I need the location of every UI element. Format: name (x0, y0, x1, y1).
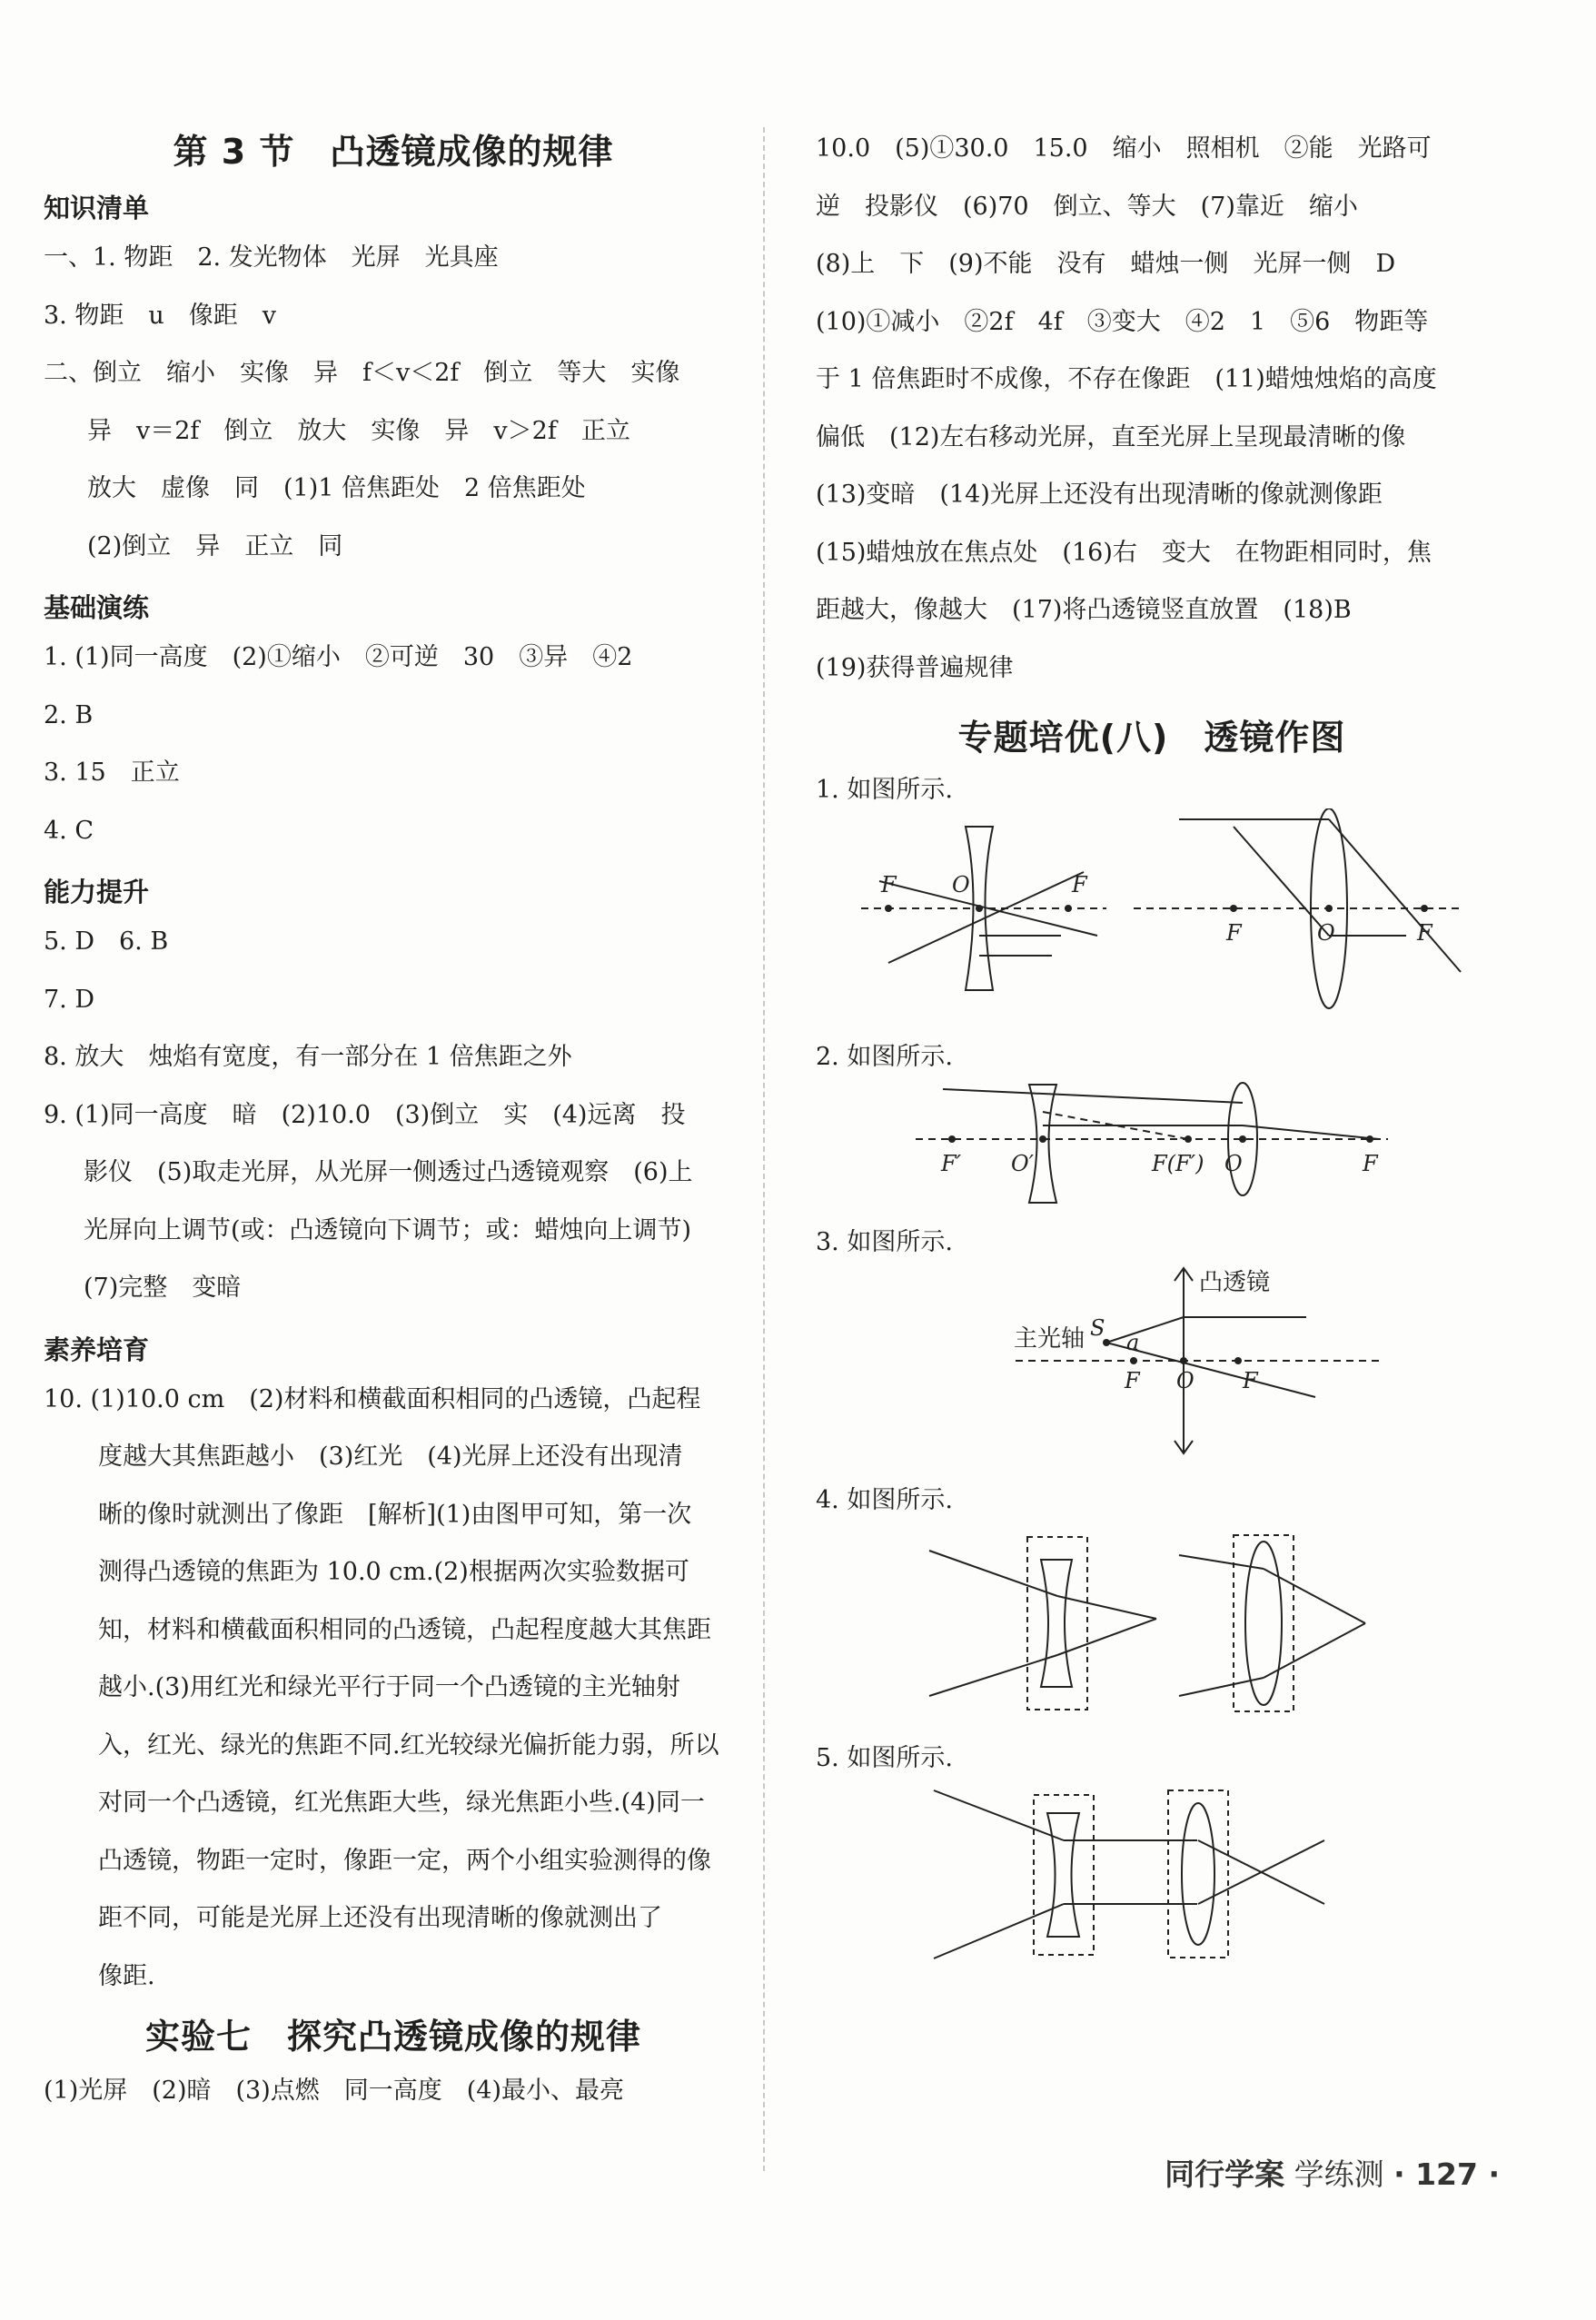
footer-brand: 同行学案 (1165, 2156, 1285, 2192)
label-S: S (1090, 1315, 1105, 1341)
question-1-label: 1. 如图所示. (816, 776, 953, 804)
question-3-label: 3. 如图所示. (816, 1228, 953, 1256)
label-F: F (881, 872, 897, 897)
answer-line: 知，材料和横截面积相同的凸透镜，凸起程度越大其焦距 (98, 1615, 711, 1644)
label-O-prime: O′ (1011, 1151, 1035, 1176)
answer-line: 度越大其焦距越小 (3)红光 (4)光屏上还没有出现清 (98, 1443, 683, 1471)
answer-line: 偏低 (12)左右移动光屏，直至光屏上呈现最清晰的像 (816, 422, 1406, 451)
answer-line: 测得凸透镜的焦距为 10.0 cm.(2)根据两次实验数据可 (98, 1558, 689, 1586)
answer-line: (1)光屏 (2)暗 (3)点燃 同一高度 (4)最小、最亮 (44, 2077, 624, 2105)
page-footer (1165, 2151, 1500, 2194)
answer-line: 入，红光、绿光的焦距不同.红光较绿光偏折能力弱，所以 (98, 1730, 719, 1760)
answer-line: (13)变暗 (14)光屏上还没有出现清晰的像就测像距 (816, 481, 1383, 509)
answer-line: (19)获得普遍规律 (816, 653, 1014, 682)
answer-line: (2)倒立 异 正立 同 (87, 531, 343, 560)
answer-line: 一、1. 物距 2. 发光物体 光屏 光具座 (44, 243, 499, 272)
answer-line: 越小.(3)用红光和绿光平行于同一个凸透镜的主光轴射 (98, 1673, 680, 1701)
question-2-label: 2. 如图所示. (816, 1043, 953, 1071)
label-F: F (1363, 1151, 1378, 1176)
answer-line: 3. 物距 u 像距 v (44, 301, 276, 330)
question-4-label: 4. 如图所示. (816, 1486, 953, 1514)
subheading-ability: 能力提升 (44, 877, 150, 907)
answer-line: 于 1 倍焦距时不成像，不存在像距 (11)蜡烛烛焰的高度 (816, 365, 1437, 393)
answer-line: 距越大，像越大 (17)将凸透镜竖直放置 (18)B (816, 596, 1352, 624)
label-a: a (1126, 1330, 1140, 1355)
figure-2-lens-diagram (834, 1076, 1470, 1212)
column-divider (763, 127, 765, 2171)
answer-line: 异 v＝2f 倒立 放大 实像 异 v＞2f 正立 (87, 416, 630, 445)
experiment-title: 实验七 探究凸透镜成像的规律 (144, 2017, 641, 2057)
answer-line: (10)①减小 ②2f 4f ③变大 ④2 1 ⑤6 物距等 (816, 307, 1429, 336)
topic-title: 专题培优(八) 透镜作图 (957, 718, 1346, 758)
figure-1-lens-diagram (834, 808, 1470, 1026)
answer-line: (8)上 下 (9)不能 没有 蜡烛一侧 光屏一侧 D (816, 250, 1396, 278)
section-title: 第 3 节 凸透镜成像的规律 (173, 132, 614, 172)
answer-line: 7. D (44, 985, 94, 1014)
footer-subtitle: 学练测 (1294, 2156, 1384, 2192)
answer-line: 凸透镜，物距一定时，像距一定，两个小组实验测得的像 (98, 1846, 711, 1875)
figure-5-lens-diagram (834, 1777, 1470, 1968)
label-F: F (1125, 1368, 1140, 1393)
figure-3-lens-diagram (834, 1261, 1470, 1470)
page-number: · 127 · (1393, 2156, 1500, 2192)
answer-line: 像距. (98, 1961, 155, 1990)
label-F: F (1226, 920, 1242, 946)
answer-line: 逆 投影仪 (6)70 倒立、等大 (7)靠近 缩小 (816, 192, 1358, 221)
answer-line: 4. C (44, 816, 94, 845)
answer-line: 10.0 (5)①30.0 15.0 缩小 照相机 ②能 光路可 (816, 134, 1432, 163)
answer-line: 1. (1)同一高度 (2)①缩小 ②可逆 30 ③异 ④2 (44, 643, 633, 671)
label-O: O (1224, 1151, 1243, 1176)
answer-line: 影仪 (5)取走光屏，从光屏一侧透过凸透镜观察 (6)上 (84, 1158, 693, 1186)
answer-line: (15)蜡烛放在焦点处 (16)右 变大 在物距相同时，焦 (816, 538, 1432, 567)
answer-line: 3. 15 正立 (44, 758, 180, 787)
label-convex-lens: 凸透镜 (1199, 1269, 1271, 1296)
left-column (44, 118, 743, 2120)
label-O: O (1317, 920, 1335, 946)
subheading-basic: 基础演练 (44, 592, 150, 623)
label-O: O (1176, 1368, 1195, 1393)
answer-line: 光屏向上调节(或：凸透镜向下调节；或：蜡烛向上调节) (84, 1215, 692, 1244)
label-F-prime: F′ (941, 1151, 962, 1176)
question-5-label: 5. 如图所示. (816, 1744, 953, 1772)
label-F-Fprime: F(F′) (1152, 1151, 1204, 1176)
subheading-literacy: 素养培育 (44, 1334, 150, 1365)
label-F: F (1243, 1368, 1258, 1393)
label-main-axis: 主光轴 (1014, 1325, 1085, 1353)
answer-line: 2. B (44, 700, 94, 729)
answer-line: 二、倒立 缩小 实像 异 f＜v＜2f 倒立 等大 实像 (44, 359, 680, 387)
right-column (816, 120, 1488, 1968)
label-O: O (952, 872, 970, 897)
answer-line: 5. D 6. B (44, 927, 169, 956)
answer-line: 距不同，可能是光屏上还没有出现清晰的像就测出了 (98, 1904, 662, 1932)
label-F: F (1072, 872, 1087, 897)
figure-4-lens-diagram (834, 1519, 1470, 1728)
subheading-knowledge: 知识清单 (44, 193, 150, 223)
answer-line: 晰的像时就测出了像距 [解析](1)由图甲可知，第一次 (98, 1500, 692, 1529)
answer-line: 9. (1)同一高度 暗 (2)10.0 (3)倒立 实 (4)远离 投 (44, 1100, 686, 1129)
answer-line: (7)完整 变暗 (84, 1274, 242, 1302)
label-F: F (1417, 920, 1432, 946)
answer-line: 对同一个凸透镜，红光焦距大些，绿光焦距小些.(4)同一 (98, 1789, 705, 1817)
answer-line: 8. 放大 烛焰有宽度，有一部分在 1 倍焦距之外 (44, 1043, 572, 1071)
answer-line: 10. (1)10.0 cm (2)材料和横截面积相同的凸透镜，凸起程 (44, 1384, 701, 1413)
answer-line: 放大 虚像 同 (1)1 倍焦距处 2 倍焦距处 (87, 474, 586, 502)
